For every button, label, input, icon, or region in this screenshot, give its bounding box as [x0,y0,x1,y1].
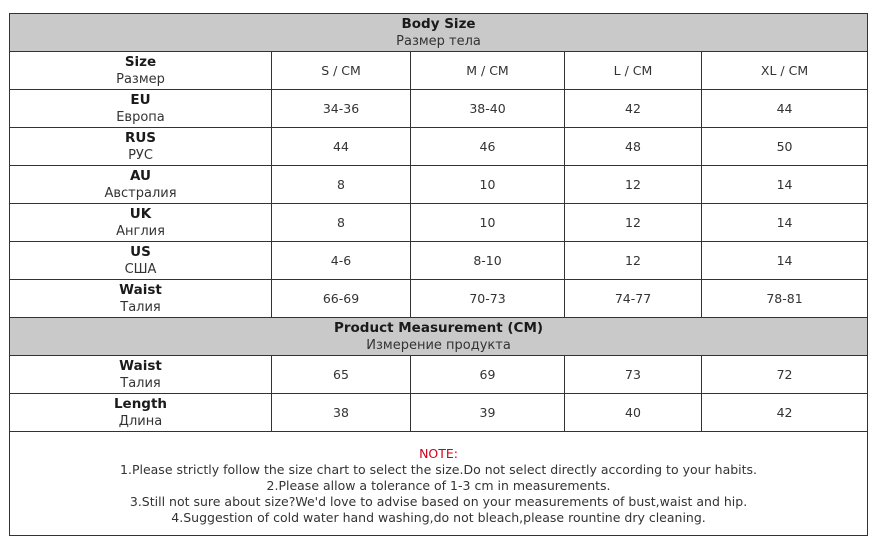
note-line: 3.Still not sure about size?We'd love to advise based on your measurements of bust,waist and hip. [129,493,748,509]
body-row-rus [10,128,868,166]
product-measurement-subtitle: Измерение продукта [366,337,511,353]
row-label-cell [10,204,272,242]
table-cell: 8-10 [411,242,565,280]
note-heading: NOTE: [419,445,458,461]
table-cell: 39 [411,394,565,432]
table-cell: 44 [702,90,868,128]
table-cell: 44 [272,128,411,166]
column-header-s: S / CM [272,52,411,90]
size-header-row [10,52,868,90]
row-label-cell [10,394,272,432]
body-row-waist [10,280,868,318]
row-sublabel: Англия [116,223,165,239]
column-header-xl: XL / CM [702,52,868,90]
table-cell: 8 [272,204,411,242]
table-cell: 73 [565,356,702,394]
table-cell: 4-6 [272,242,411,280]
row-label: UK [129,205,152,222]
table-cell: 8 [272,166,411,204]
row-label-cell [10,242,272,280]
row-sublabel: Талия [120,299,161,315]
table-cell: 48 [565,128,702,166]
row-label-cell [10,166,272,204]
body-size-section-row [10,14,868,52]
note-line: 4.Suggestion of cold water hand washing,do not bleach,please rountine dry cleaning. [171,509,706,525]
row-label: US [130,243,151,260]
table-cell: 78-81 [702,280,868,318]
size-header-label-cell [10,52,272,90]
table-cell: 12 [565,204,702,242]
table-cell: 14 [702,204,868,242]
row-label: Waist [119,357,162,374]
column-header-l: L / CM [565,52,702,90]
row-label-cell [10,280,272,318]
notes-cell [10,432,868,536]
table-cell: 34-36 [272,90,411,128]
row-label: Length [113,395,168,412]
product-measurement-section-header [10,318,868,356]
table-cell: 66-69 [272,280,411,318]
body-row-eu [10,90,868,128]
product-row-length [10,394,868,432]
row-label-cell [10,128,272,166]
row-label-cell [10,356,272,394]
body-size-subtitle: Размер тела [396,33,481,49]
table-cell: 12 [565,242,702,280]
row-sublabel: Талия [120,375,161,391]
table-cell: 69 [411,356,565,394]
table-cell: 65 [272,356,411,394]
table-cell: 14 [702,166,868,204]
table-cell: 38-40 [411,90,565,128]
row-label: EU [130,91,151,108]
notes-row [10,432,868,536]
table-cell: 14 [702,242,868,280]
table-cell: 70-73 [411,280,565,318]
note-line: 1.Please strictly follow the size chart to select the size.Do not select directly according to your habits. [120,461,758,477]
table-cell: 72 [702,356,868,394]
table-cell: 42 [565,90,702,128]
table-cell: 10 [411,204,565,242]
row-label-cell [10,90,272,128]
size-header-label: Size [124,53,157,70]
row-label: RUS [124,129,157,146]
size-header-sublabel: Размер [116,71,165,87]
row-sublabel: Австралия [104,185,177,201]
table-cell: 10 [411,166,565,204]
table-cell: 12 [565,166,702,204]
size-chart-table [9,13,868,536]
table-cell: 42 [702,394,868,432]
row-sublabel: РУС [128,147,153,163]
table-cell: 46 [411,128,565,166]
product-measurement-section-row [10,318,868,356]
row-sublabel: Европа [116,109,165,125]
table-cell: 40 [565,394,702,432]
body-row-us [10,242,868,280]
product-row-waist [10,356,868,394]
body-size-section-header [10,14,868,52]
table-cell: 74-77 [565,280,702,318]
table-cell: 50 [702,128,868,166]
body-size-title: Body Size [401,15,476,32]
table-cell: 38 [272,394,411,432]
column-header-m: M / CM [411,52,565,90]
note-line: 2.Please allow a tolerance of 1-3 cm in measurements. [266,477,611,493]
product-measurement-title: Product Measurement (CM) [333,319,544,336]
row-label: Waist [119,281,162,298]
body-row-uk [10,204,868,242]
body-row-au [10,166,868,204]
row-sublabel: Длина [118,413,163,429]
row-label: AU [130,167,151,184]
row-sublabel: США [124,261,157,277]
